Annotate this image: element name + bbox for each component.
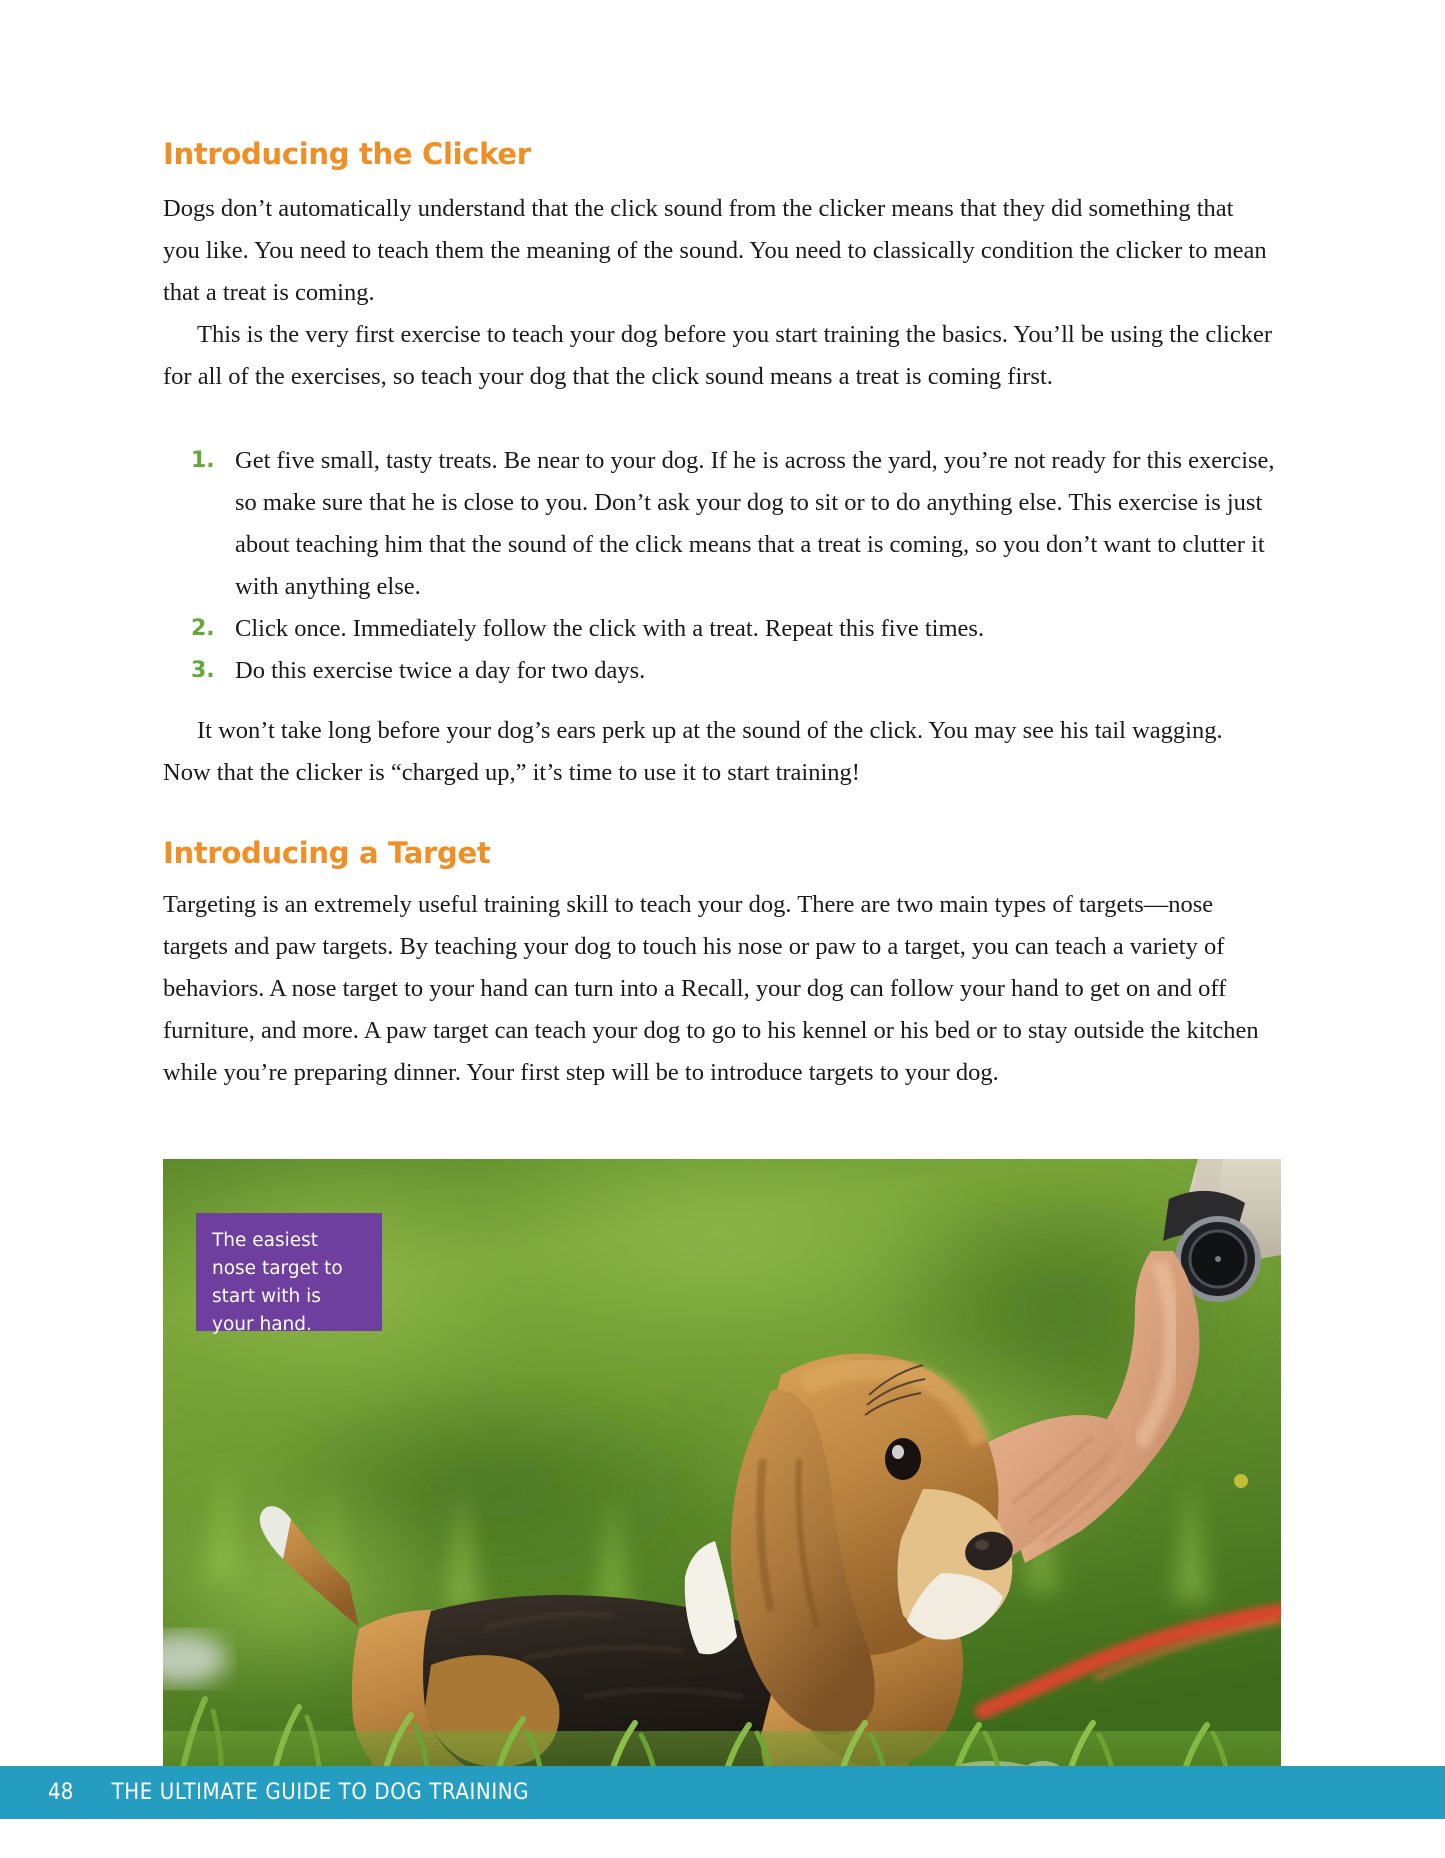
footer-book-title: THE ULTIMATE GUIDE TO DOG TRAINING	[111, 1780, 530, 1805]
list-item-text: Do this exercise twice a day for two days.	[235, 657, 646, 684]
list-item-number: 2.	[191, 616, 215, 641]
heading-introducing-a-target: Introducing a Target	[163, 836, 491, 870]
clicker-steps-list	[163, 440, 1275, 692]
list-item	[163, 608, 1275, 650]
list-item-text: Click once. Immediately follow the click with a treat. Repeat this five times.	[235, 615, 985, 642]
footer-page-number: 48	[48, 1780, 74, 1805]
clicker-paragraph-3: It won’t take long before your dog’s ears perk up at the sound of the click. You may see his tail wagging. Now that the clicker is “charged up,” it’s time to use it to start training!	[163, 717, 1223, 786]
list-item	[163, 440, 1275, 608]
list-item-text: Get five small, tasty treats. Be near to your dog. If he is across the yard, you’re not ready for this exercise, so make sure that he is close to you. Don’t ask your dog to sit or to do anything else. This exercise is just about teaching him that the sound of the click means that a treat is coming, so you don’t want to clutter it with anything else.	[235, 447, 1275, 600]
heading-introducing-the-clicker: Introducing the Clicker	[163, 137, 531, 171]
photo-caption-box	[196, 1213, 382, 1335]
photo-caption-text: The easiest nose target to start with is your hand.	[212, 1230, 343, 1335]
clicker-paragraph-2: This is the very first exercise to teach your dog before you start training the basics. You’ll be using the clicker for all of the exercises, so teach your dog that the click sound means a treat is coming first.	[163, 321, 1272, 390]
heading-introducing-the-clicker-wrap	[163, 139, 531, 171]
list-item-number: 1.	[191, 448, 215, 473]
heading-introducing-a-target-wrap	[163, 838, 490, 870]
target-paragraph-1: Targeting is an extremely useful training skill to teach your dog. There are two main types of targets—nose targets and paw targets. By teaching your dog to touch his nose or paw to a target, you can teach a variety of behaviors. A nose target to your hand can turn into a Recall, your dog can follow your hand to get on and off furniture, and more. A paw target can teach your dog to go to his kennel or his bed or to stay outside the kitchen while you’re preparing dinner. Your first step will be to introduce targets to your dog.	[163, 891, 1259, 1086]
list-item-number: 3.	[191, 658, 215, 683]
page-footer-bar	[0, 1766, 1445, 1819]
clicker-paragraph-1: Dogs don’t automatically understand that the click sound from the clicker means that they did something that you like. You need to teach them the meaning of the sound. You need to classically condition the clicker to mean that a treat is coming.	[163, 195, 1267, 306]
list-item	[163, 650, 1275, 692]
